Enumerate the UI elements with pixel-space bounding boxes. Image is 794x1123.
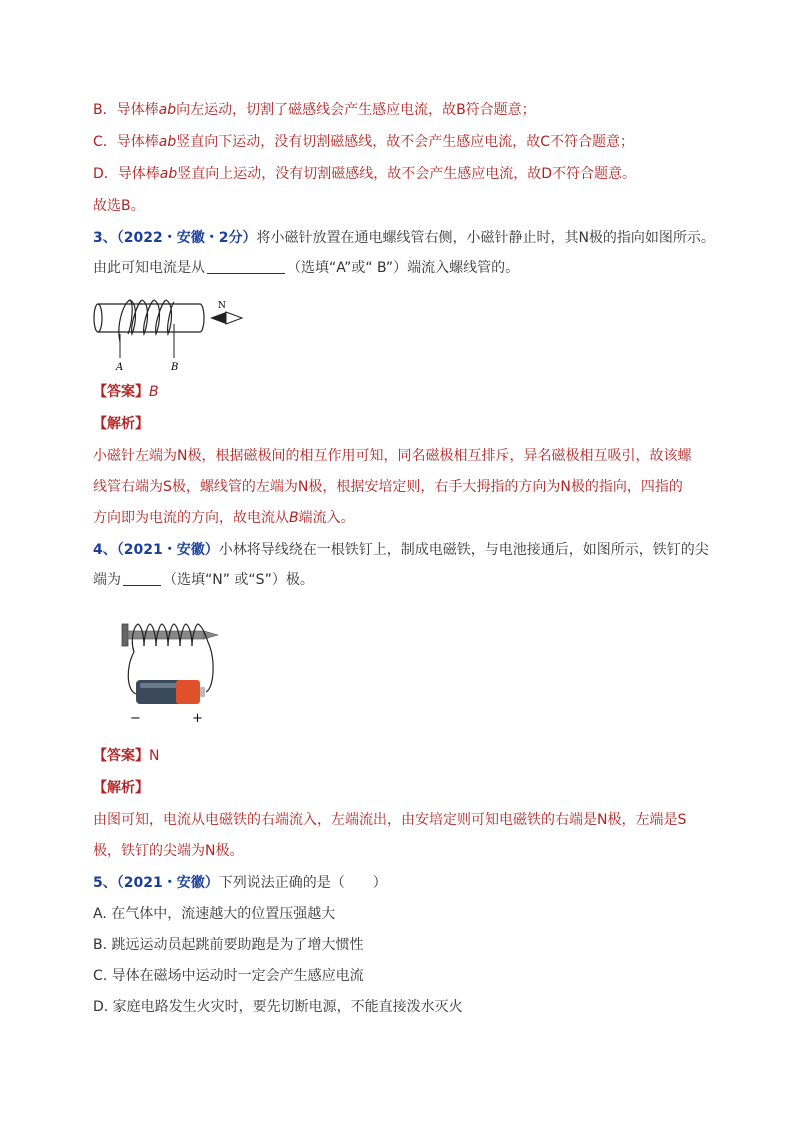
q3-answer-blank — [207, 259, 285, 274]
q4-stem-line2: 端为 （选填“N” 或“S”）极。 — [93, 572, 314, 588]
label-a: A — [116, 362, 124, 373]
q4-answer: 【答案】N — [93, 748, 160, 764]
prev-conclusion: 故选B。 — [93, 198, 145, 214]
q3-answer: 【答案】B — [93, 384, 159, 400]
q3-stem-line2: 由此可知电流是从 （选填“A”或“ B”）端流入螺线管的。 — [93, 260, 520, 276]
q3-analysis-line2: 线管右端为S极，螺线管的左端为N极，根据安培定则，右手大拇指的方向为N极的指向，四指的 — [93, 479, 683, 495]
electromagnet-figure — [118, 616, 228, 728]
q3-source: 3、（2022・安徽・2分） — [93, 230, 257, 246]
q5-option-d: D. 家庭电路发生火灾时，要先切断电源，不能直接泼水灭火 — [93, 999, 463, 1015]
q4-analysis-line1: 由图可知，电流从电磁铁的右端流入，左端流出，由安培定则可知电磁铁的右端是N极，左端是S — [93, 812, 687, 828]
q3-analysis-tag: 【解析】 — [93, 416, 149, 432]
q4-answer-blank — [123, 571, 161, 586]
compass-needle-icon — [210, 312, 242, 324]
q3-analysis-line3: 方向即为电流的方向，故电流从B端流入。 — [93, 510, 355, 526]
solenoid-figure — [90, 294, 250, 374]
q4-analysis-line2: 极，铁钉的尖端为N极。 — [93, 843, 244, 859]
q3-stem-line1: 3、（2022・安徽・2分）将小磁针放置在通电螺线管右侧，小磁针静止时，其N极的指向如图所示。 — [93, 230, 715, 246]
q5-stem: 5、（2021・安徽）下列说法正确的是（ ） — [93, 875, 387, 891]
q5-option-a: A. 在气体中，流速越大的位置压强越大 — [93, 906, 336, 922]
battery-icon — [136, 680, 205, 704]
q5-option-c: C. 导体在磁场中运动时一定会产生感应电流 — [93, 968, 364, 984]
option-d-analysis: D．导体棒ab竖直向上运动，没有切割磁感线，故不会产生感应电流，故D不符合题意。 — [93, 166, 637, 182]
q3-analysis-line1: 小磁针左端为N极，根据磁极间的相互作用可知，同名磁极相互排斥，异名磁极相互吸引，故该螺 — [93, 448, 692, 464]
label-n: N — [218, 301, 226, 311]
q4-source: 4、（2021・安徽） — [93, 542, 219, 558]
option-b-analysis: B．导体棒ab向左运动，切割了磁感线会产生感应电流，故B符合题意； — [93, 102, 536, 118]
q5-option-b: B. 跳远运动员起跳前要助跑是为了增大惯性 — [93, 937, 364, 953]
q4-stem-line1: 4、（2021・安徽）小林将导线绕在一根铁钉上，制成电磁铁，与电池接通后，如图所示，铁钉的尖 — [93, 542, 709, 558]
q5-source: 5、（2021・安徽） — [93, 875, 219, 891]
label-b: B — [171, 362, 179, 373]
plus-label: + — [192, 711, 203, 726]
option-c-analysis: C．导体棒ab竖直向下运动，没有切割磁感线，故不会产生感应电流，故C不符合题意； — [93, 134, 635, 150]
minus-label: − — [130, 711, 141, 726]
q4-analysis-tag: 【解析】 — [93, 780, 149, 796]
